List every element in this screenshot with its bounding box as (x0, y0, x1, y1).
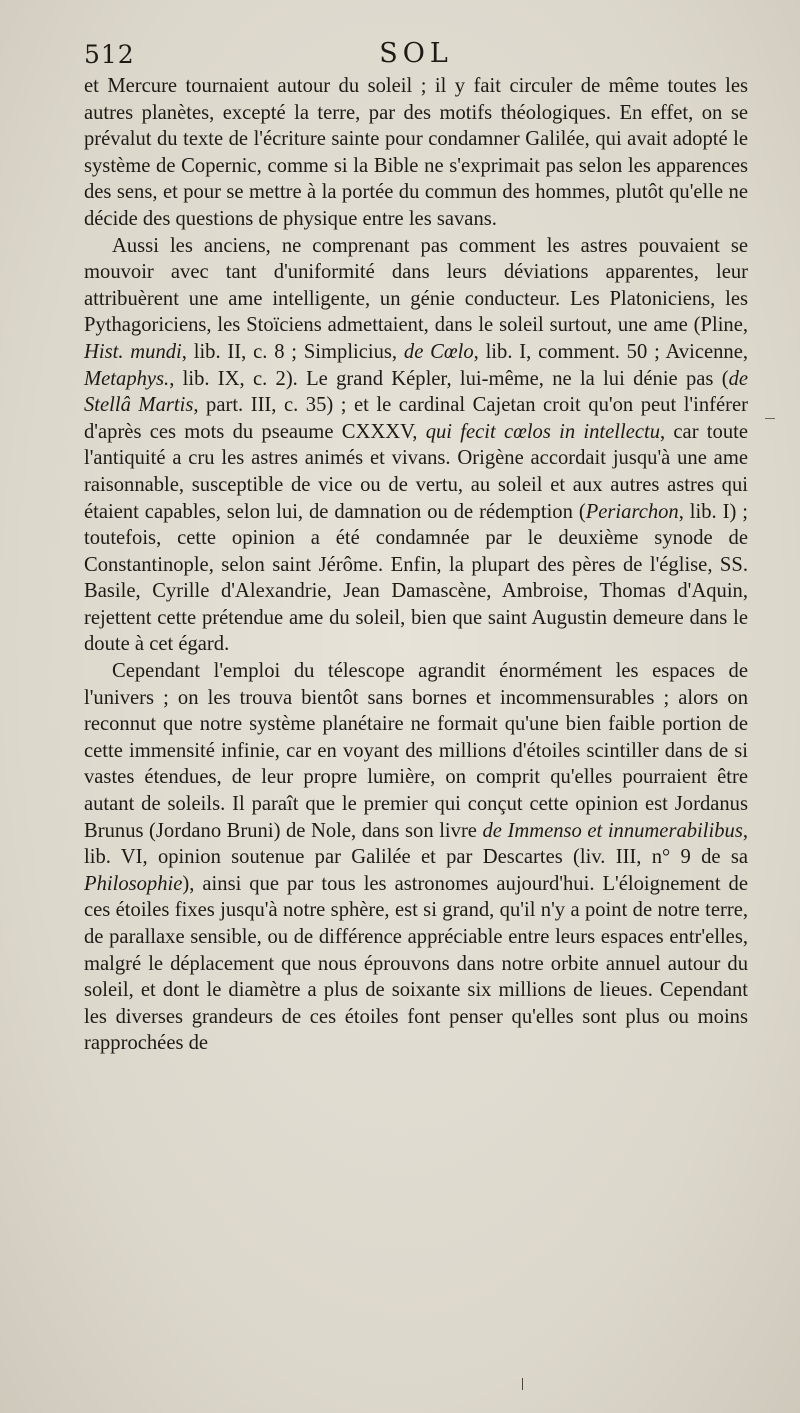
paragraph (84, 233, 748, 659)
italic-citation: Philosophie (84, 872, 183, 895)
italic-citation: de Stellâ Martis (84, 367, 748, 417)
paragraph (84, 658, 748, 1057)
body-text (84, 73, 748, 1057)
margin-mark (765, 418, 775, 419)
text-run: , part. III, c. 35) ; et le cardinal Cajetan croit qu'on peut l'inférer d'après ces mots du pseaume CXXXV, (84, 394, 748, 443)
text-run: , lib. II, c. 8 ; Simplicius, (181, 340, 404, 363)
stray-mark (522, 1378, 523, 1390)
text-run: , lib. I, comment. 50 ; Avicenne, (473, 340, 748, 363)
text-run: , lib. IX, c. 2). Le grand Képler, lui-même, ne la lui dénie pas ( (169, 367, 729, 390)
page-number: 512 (84, 40, 135, 69)
text-run: ), ainsi que par tous les astronomes aujourd'hui. L'éloignement de ces étoiles fixes jusqu'à notre sphère, est si grand, qu'il n'y a point de notre terre, de parallaxe sensible, ou de différence appréciable entre leurs espaces entr'elles, malgré le déplacement que nous éprouvons dans notre orbite annuel autour du soleil, et dont le diamètre a plus de soixante six millions de lieues. Cependant les diverses grandeurs de ces étoiles font penser qu'elles sont plus ou moins rapprochées de (84, 872, 748, 1055)
text-run: et Mercure tournaient autour du soleil ; il y fait circuler de même toutes les autres planètes, excepté la terre, par des motifs théologiques. En effet, on se prévalut du texte de l'écriture sainte pour condamner Galilée, qui avait adopté le système de Copernic, comme si la Bible ne s'exprimait pas selon les apparences des sens, et pour se mettre à la portée du commun des hommes, plutôt qu'elle ne décide des questions de physique entre les savans. (84, 75, 748, 230)
text-run: , lib. VI, opinion soutenue par Galilée et par Descartes (liv. III, n° 9 de sa (84, 819, 748, 869)
italic-citation: qui fecit cœlos in intellectu (425, 420, 661, 443)
italic-citation: de Immenso et innumerabilibus (482, 819, 743, 842)
page-header (84, 34, 748, 78)
italic-citation: de Cœlo (403, 340, 474, 363)
paragraph (84, 73, 748, 233)
italic-citation: Metaphys. (84, 367, 170, 390)
text-run: , car toute l'antiquité a cru les astres animés et vivans. Origène accordait jusqu'à une ame raisonnable, susceptible de vice ou de vertu, au soleil et aux autres astres qui étaient capables, selon lui, de damnation ou de rédemption ( (84, 420, 748, 523)
italic-citation: Hist. mundi (84, 340, 182, 363)
text-run: Cependant l'emploi du télescope agrandit énormément les espaces de l'univers ; on les trouva bientôt sans bornes et incommensurables ; alors on reconnut que notre système planétaire ne formait qu'une bien faible portion de cette immensité infinie, car en voyant des millions d'étoiles scintiller dans de si vastes étendues, de leur propre lumière, on comprit qu'elles pourraient être autant de soleils. Il paraît que le premier qui conçut cette opinion est Jordanus Brunus (Jordano Bruni) de Nole, dans son livre (84, 660, 748, 842)
running-head: SOL (379, 38, 453, 69)
text-run: , lib. I) ; toutefois, cette opinion a été condamnée par le deuxième synode de Constantinople, selon saint Jérôme. Enfin, la plupart des pères de l'église, SS. Basile, Cyrille d'Alexandrie, Jean Damascène, Ambroise, Thomas d'Aquin, rejettent cette prétendue ame du soleil, bien que saint Augustin demeure dans le doute à cet égard. (84, 500, 748, 656)
italic-citation: Periarchon (585, 500, 679, 523)
text-run: Aussi les anciens, ne comprenant pas comment les astres pouvaient se mouvoir avec tant d'uniformité dans leurs déviations apparentes, leur attribuèrent une ame intelligente, un génie conducteur. Les Platoniciens, les Pythagoriciens, les Stoïciens admettaient, dans le soleil surtout, une ame (Pline, (84, 234, 748, 337)
